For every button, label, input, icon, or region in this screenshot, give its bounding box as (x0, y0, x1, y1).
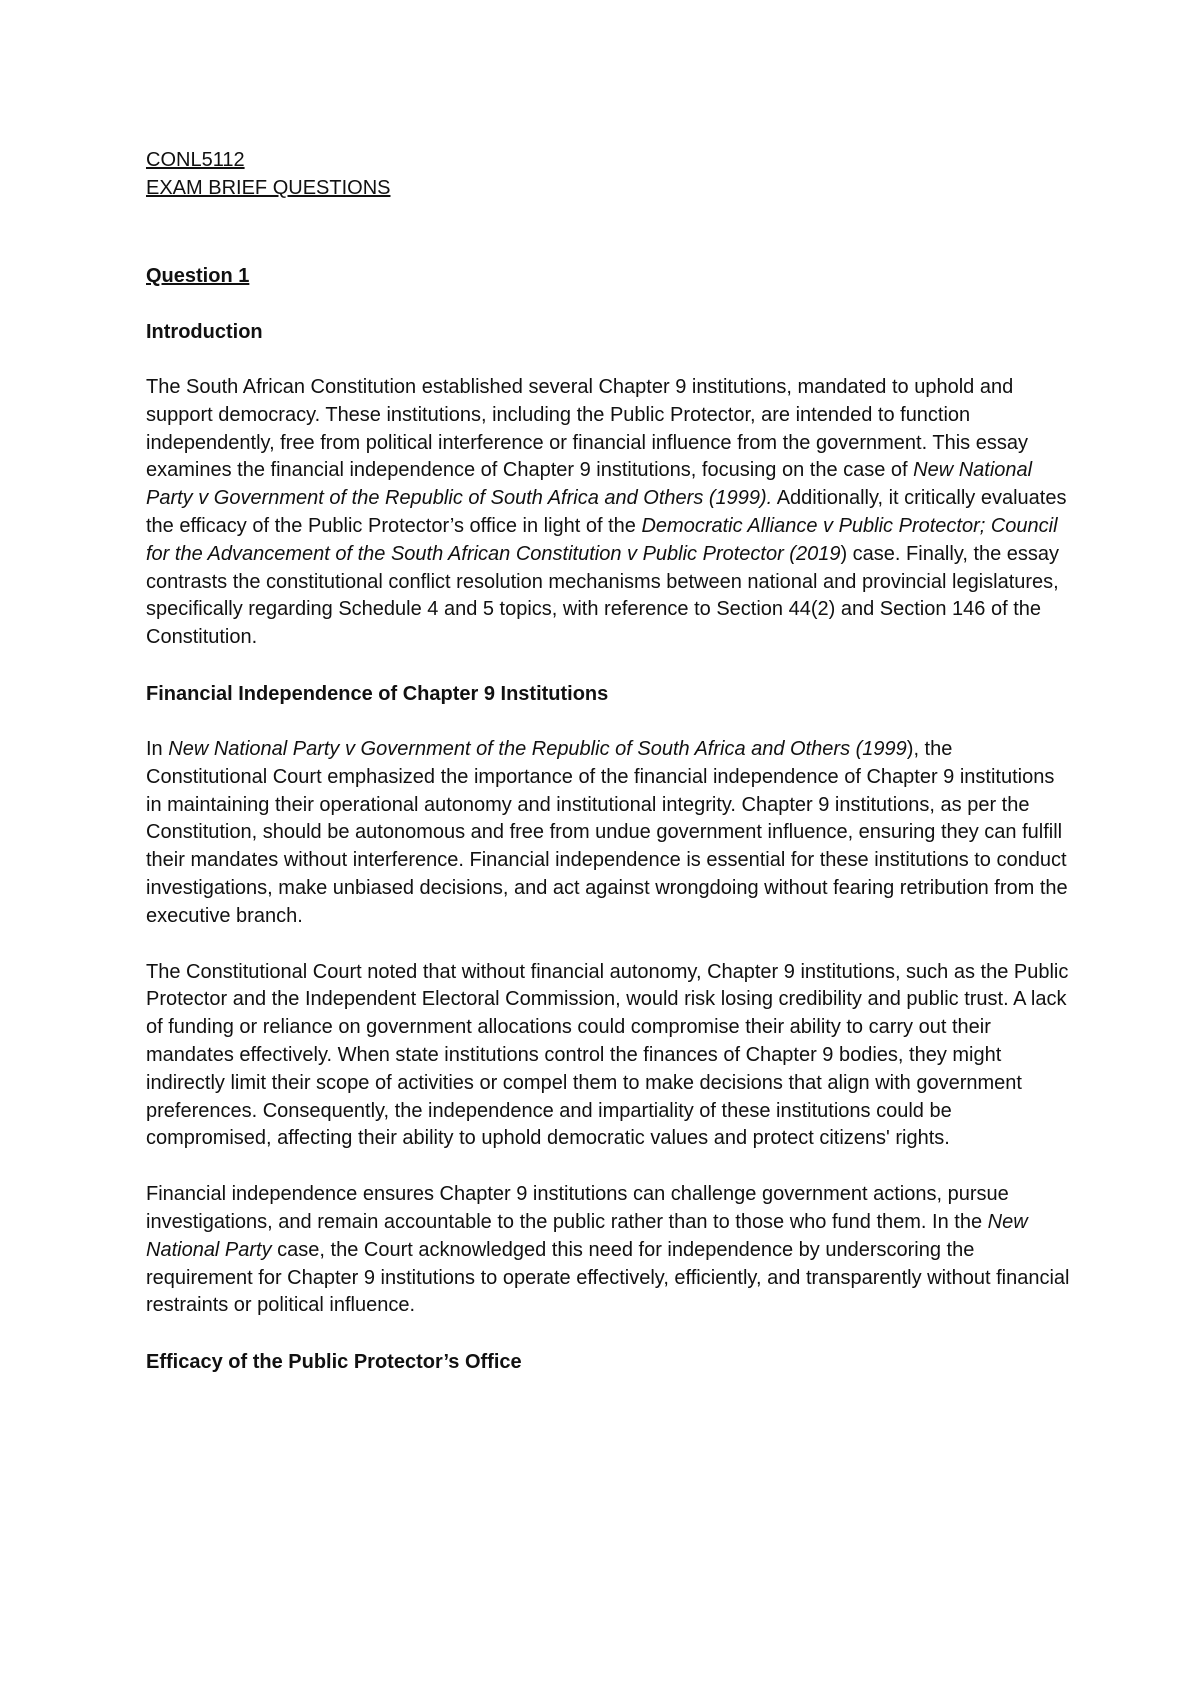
introduction-heading: Introduction (146, 321, 263, 343)
financial-independence-heading: Financial Independence of Chapter 9 Institutions (146, 682, 609, 705)
introduction-paragraph (146, 374, 1072, 652)
document-header (146, 146, 1072, 202)
text-run: case, the Court acknowledged this need for independence by underscoring the requirement for Chapter 9 institutions to operate effectively, efficiently, and transparently without financial restraints or political influence. (146, 1238, 1070, 1317)
case-citation: New National Party v Government of the Republic of South Africa and Others (1999). (146, 459, 1033, 510)
case-citation: Democratic Alliance v Public Protector; Council for the Advancement of the South African Constitution v Public Protector (2019 (146, 514, 1058, 565)
text-run: ) case. Finally, the essay contrasts the constitutional conflict resolution mechanisms between national and provincial legislatures, specifically regarding Schedule 4 and 5 topics, with reference to Section 44(2) and Section 146 of the Constitution. (146, 542, 1060, 649)
efficacy-heading: Efficacy of the Public Protector’s Office (146, 1351, 522, 1374)
document-subtitle: EXAM BRIEF QUESTIONS (146, 177, 391, 199)
case-citation: New National Party (146, 1210, 1028, 1261)
financial-independence-section (146, 680, 1072, 1320)
introduction-section (146, 318, 1072, 652)
course-code: CONL5112 (146, 149, 245, 171)
text-run: Additionally, it critically evaluates the efficacy of the Public Protector’s office in light of the (146, 487, 1067, 537)
text-run: The South African Constitution established several Chapter 9 institutions, mandated to uphold and support democracy. These institutions, including the Public Protector, are intended to function independently, free from political interference or financial influence from the government. This essay examines the financial independence of Chapter 9 institutions, focusing on the case of (146, 376, 1028, 482)
financial-paragraph-2: The Constitutional Court noted that without financial autonomy, Chapter 9 institutions, such as the Public Protector and the Independent Electoral Commission, would risk losing credibility and public trust. A lack of funding or reliance on government allocations could compromise their ability to carry out their mandates effectively. When state institutions control the finances of Chapter 9 bodies, they might indirectly limit their scope of activities or compel them to make decisions that align with government preferences. Consequently, the independence and impartiality of these institutions could be compromised, affecting their ability to uphold democratic values and protect citizens' rights. (146, 960, 1069, 1150)
text-run: Financial independence ensures Chapter 9 institutions can challenge government actions, pursue investigations, and remain accountable to the public rather than to those who fund them. In the (146, 1183, 1009, 1233)
text-run: ), the Constitutional Court emphasized the importance of the financial independence of Chapter 9 institutions in maintaining their operational autonomy and institutional integrity. Chapter 9 institutions, as per the Constitution, should be autonomous and free from undue government influence, ensuring they can fulfill their mandates without interference. Financial independence is essential for these institutions to conduct investigations, make unbiased decisions, and act against wrongdoing without fearing retribution from the executive branch. (146, 737, 1068, 927)
text-run: In (146, 737, 169, 760)
question-label: Question 1 (146, 265, 250, 287)
efficacy-section (146, 1348, 1072, 1376)
case-citation: New National Party v Government of the Republic of South Africa and Others (1999 (168, 737, 907, 760)
financial-paragraph-1 (146, 736, 1072, 931)
financial-paragraph-3 (146, 1181, 1072, 1320)
